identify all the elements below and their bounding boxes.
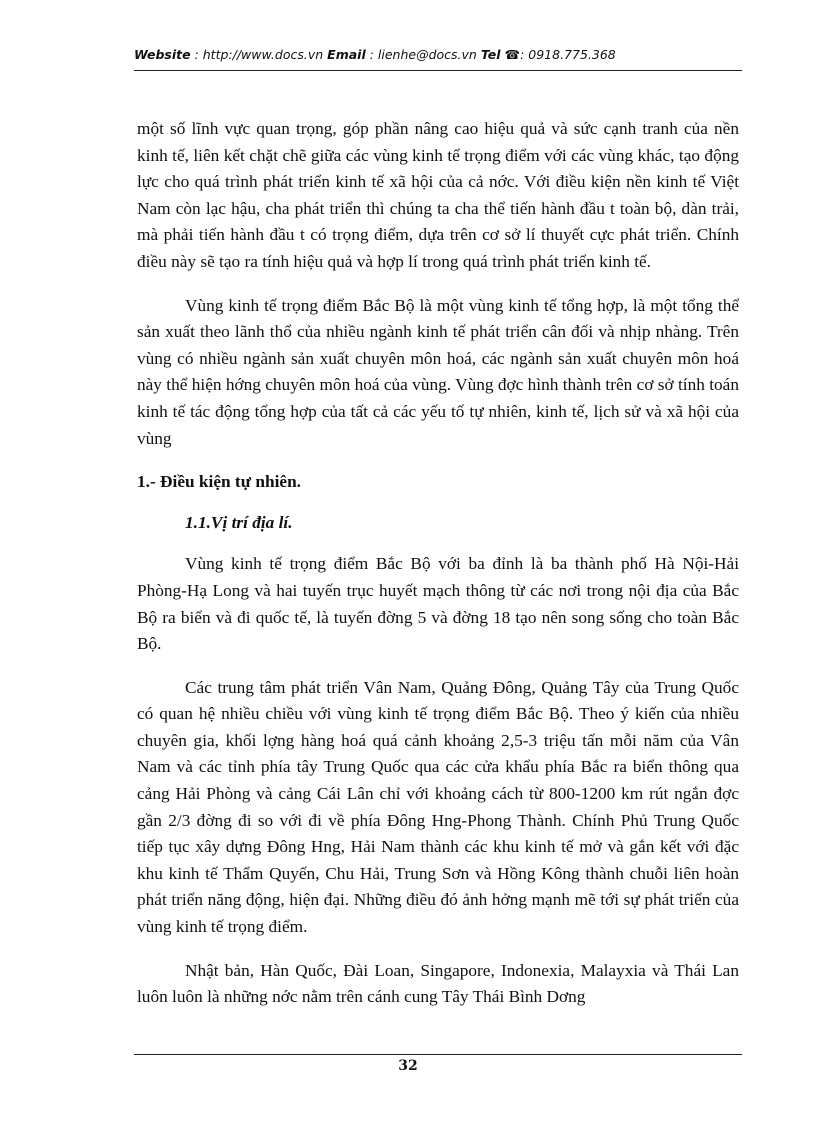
paragraph-3: Vùng kinh tế trọng điểm Bắc Bộ với ba đỉnh là ba thành phố Hà Nội-Hải Phòng-Hạ Long và hai tuyến trục huyết mạch thông từ các nơi trong nội địa của Bắc Bộ ra biển và đi quốc tế, là tuyến đờng 5 và đờng 18 tạo nên song sống cho toàn Bắc Bộ.: [137, 554, 739, 654]
paragraph-2: Vùng kinh tế trọng điểm Bắc Bộ là một vùng kinh tế tổng hợp, là một tổng thể sản xuất theo lãnh thổ của nhiều ngành kinh tế phát triển cân đối và nhịp nhàng. Trên vùng có nhiều ngành sản xuất chuyên môn hoá, các ngành sản xuất chuyên môn hoá này thể hiện hớng chuyên môn hoá của vùng. Vùng đợc hình thành trên cơ sở tính toán kinh tế tác động tổng hợp của tất cả các yếu tố tự nhiên, kinh tế, lịch sử và xã hội của vùng: [137, 295, 739, 448]
paragraph-5: Nhật bản, Hàn Quốc, Đài Loan, Singapore, Indonexia, Malayxia và Thái Lan luôn luôn là những nớc nằm trên cánh cung Tây Thái Bình Dơng: [137, 960, 739, 1007]
section-heading: 1.- Điều kiện tự nhiên.: [137, 472, 302, 492]
footer-divider: [134, 1054, 742, 1055]
email-value: : lienhe@docs.vn: [369, 47, 477, 62]
tel-label: Tel: [480, 47, 501, 62]
paragraph-1: một số lĩnh vực quan trọng, góp phần nâng cao hiệu quả và sức cạnh tranh của nền kinh tế, liên kết chặt chẽ giữa các vùng kinh tế trọng điểm với các vùng khác, tạo động lực cho quá trình phát triển kinh tế xã hội của cả nớc. Với điều kiện nền kinh tế Việt Nam còn lạc hậu, cha phát triển thì chúng ta cha thể tiến hành đầu t toàn bộ, dàn trải, mà phải tiến hành đầu t có trọng điểm, dựa trên cơ sở lí thuyết cực phát triển. Chính điều này sẽ tạo ra tính hiệu quả và hợp lí trong quá trình phát triển kinh tế.: [137, 119, 739, 271]
website-label: Website: [134, 47, 191, 62]
subsection-heading: 1.1.Vị trí địa lí.: [185, 512, 293, 532]
page-header: [134, 47, 744, 69]
paragraph-4: Các trung tâm phát triển Vân Nam, Quảng Đông, Quảng Tây của Trung Quốc có quan hệ nhiều chiều với vùng kinh tế trọng điểm Bắc Bộ. Theo ý kiến của nhiều chuyên gia, khối lợng hàng hoá quá cảnh khoảng 2,5-3 triệu tấn mỗi năm của Vân Nam và các tỉnh phía tây Trung Quốc qua các cửa khẩu phía Bắc ra biển thông qua cảng Hải Phòng và cảng Cái Lân chỉ với khoảng cách từ 800-1200 km rút ngắn đợc gần 2/3 đờng đi so với đi về phía Đông Hng-Phong Thành. Chính Phủ Trung Quốc tiếp tục xây dựng Đông Hng, Hải Nam thành các khu kinh tế mở và gắn kết với đặc khu kinh tế Thẩm Quyến, Chu Hải, Trung Sơn và Hồng Kông thành chuỗi liên hoàn phát triển năng động, hiện đại. Những điều đó ảnh hởng mạnh mẽ tới sự phát triển của vùng kinh tế trọng điểm.: [137, 677, 739, 937]
email-label: Email: [327, 47, 366, 62]
document-body: [137, 116, 739, 1028]
phone-icon: ☎: [504, 47, 521, 62]
header-divider: [134, 70, 742, 71]
page-number: 32: [398, 1058, 418, 1074]
website-value: : http://www.docs.vn: [194, 47, 324, 62]
tel-value: : 0918.775.368: [520, 47, 616, 62]
